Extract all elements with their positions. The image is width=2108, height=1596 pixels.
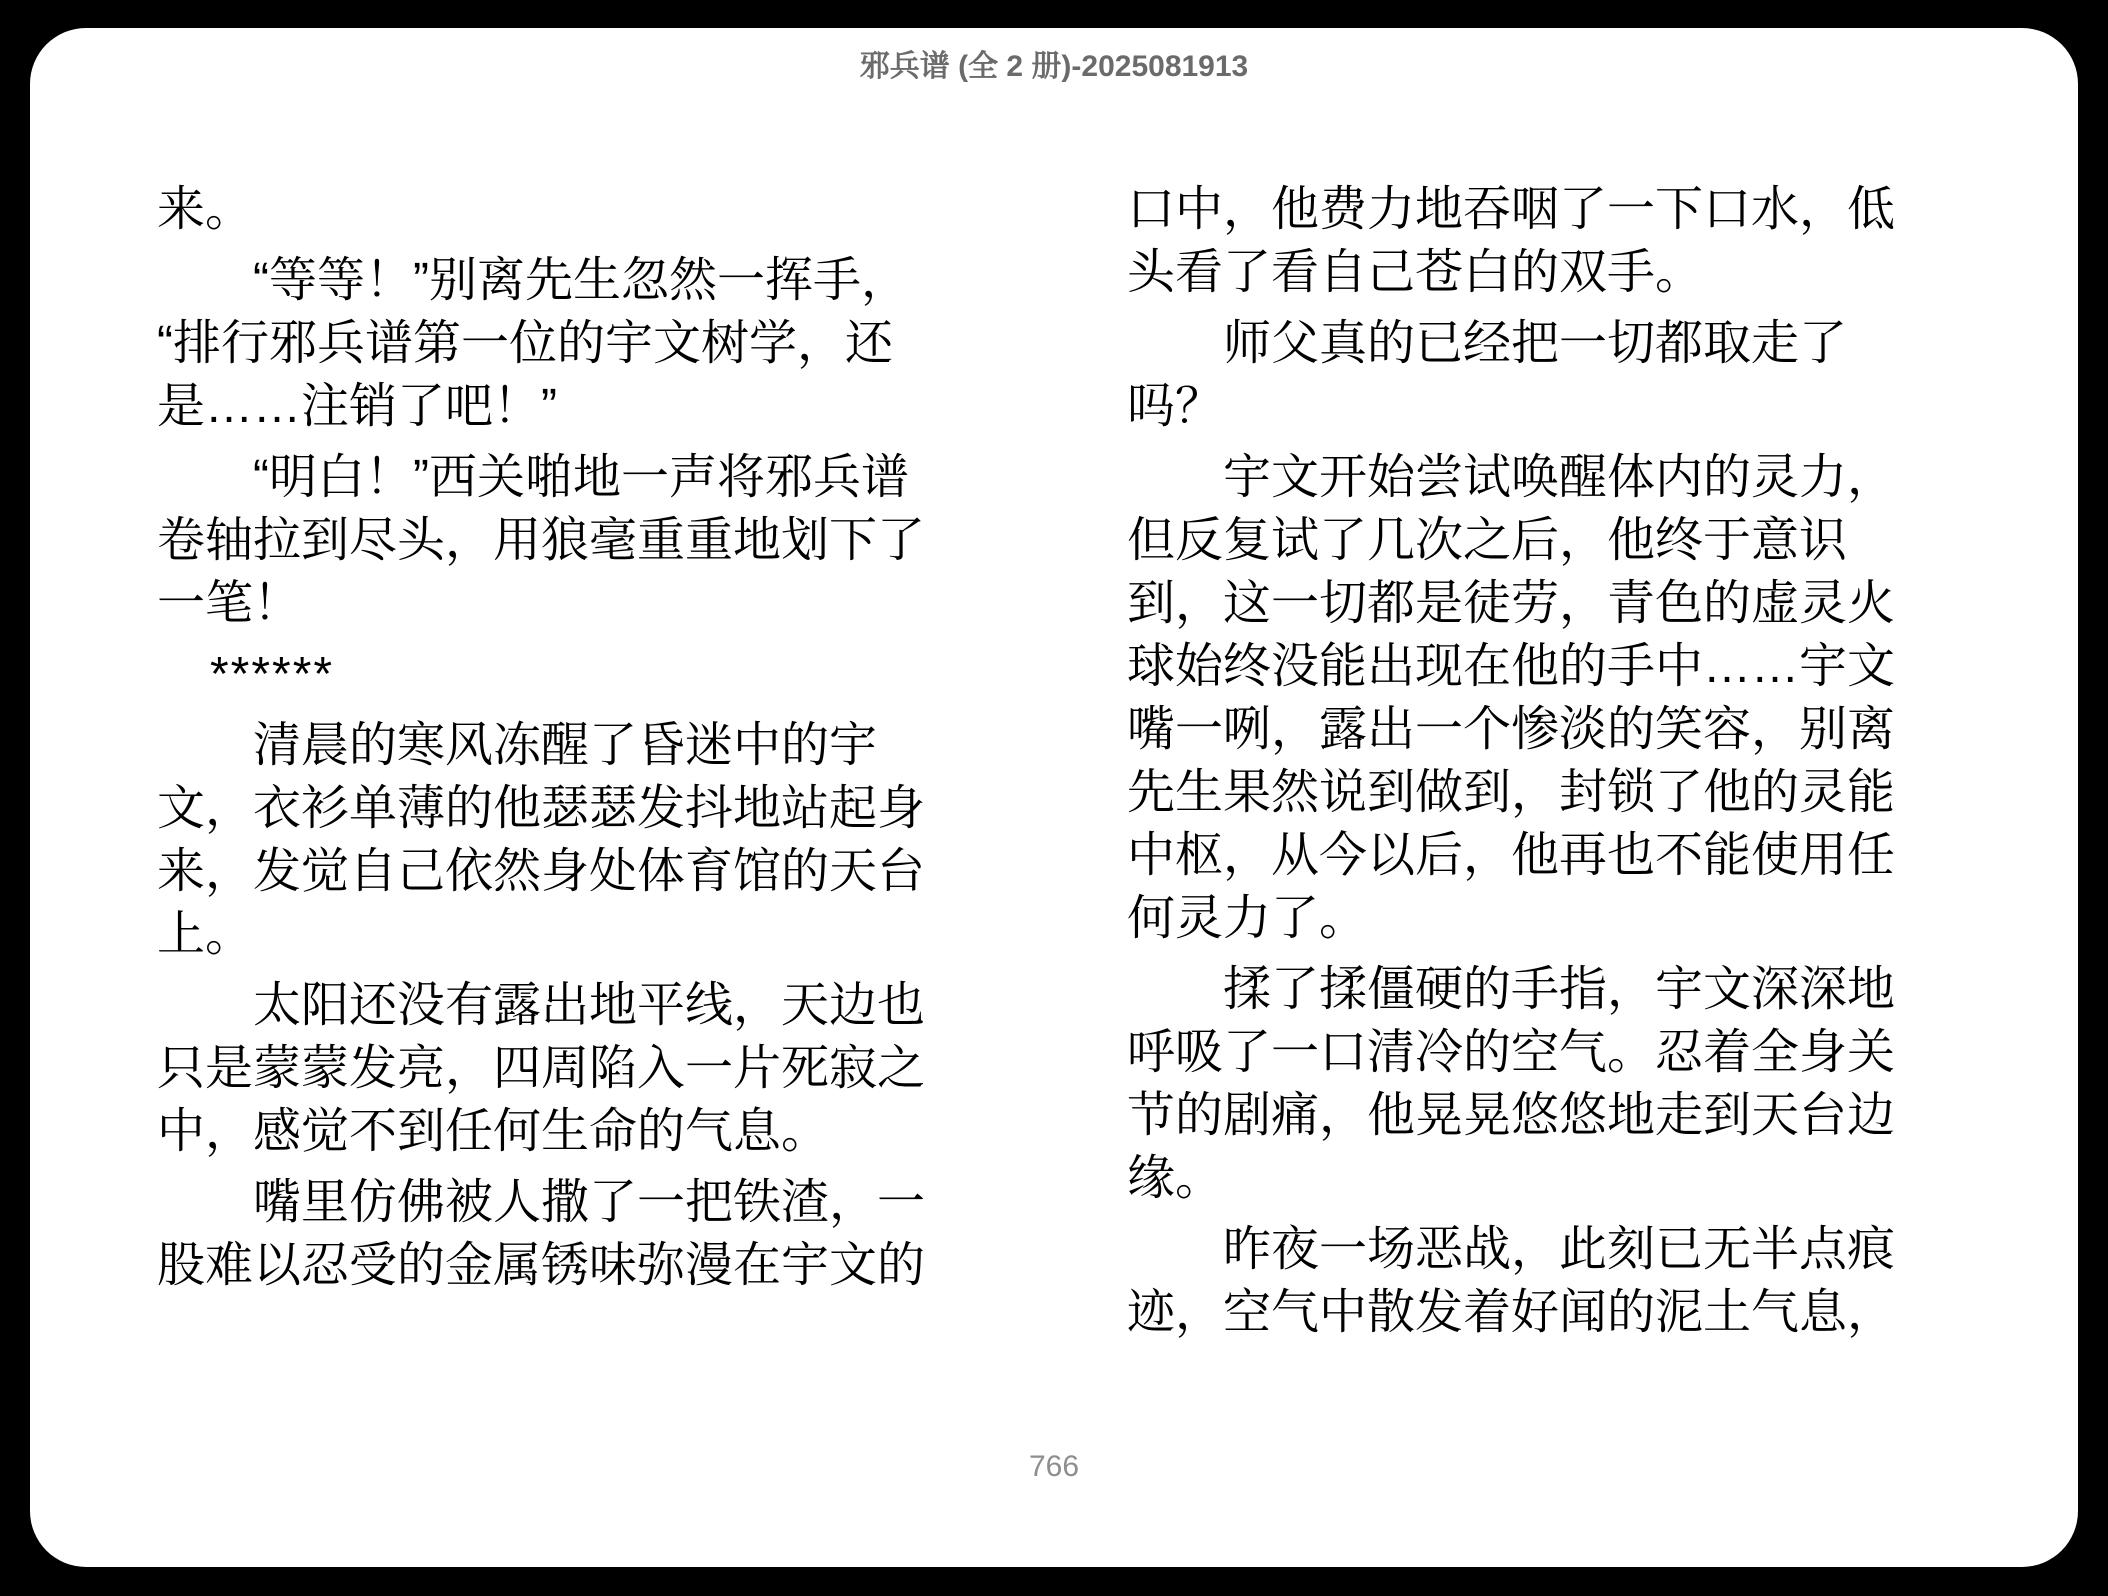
text-line: 何灵力了。 xyxy=(1127,892,1368,945)
text-line: 吗？ xyxy=(1127,380,1224,433)
text-line: 中，感觉不到任何生命的气息。 xyxy=(157,1105,830,1158)
text-line: 只是蒙蒙发亮，四周陷入一片死寂之 xyxy=(157,1042,926,1095)
text-line: “等等！”别离先生忽然一挥手， xyxy=(253,254,909,307)
text-line: 呼吸了一口清冷的空气。忍着全身关 xyxy=(1127,1026,1896,1079)
text-line: 太阳还没有露出地平线，天边也 xyxy=(253,979,926,1032)
text-line: 股难以忍受的金属锈味弥漫在宇文的 xyxy=(157,1239,926,1292)
text-line: 是……注销了吧！” xyxy=(157,380,557,433)
text-line: 一笔！ xyxy=(157,577,302,630)
text-line: 清晨的寒风冻醒了昏迷中的宇 xyxy=(253,719,878,772)
text-line: 嘴一咧，露出一个惨淡的笑容，别离 xyxy=(1127,703,1896,756)
text-line: 到，这一切都是徒劳，青色的虚灵火 xyxy=(1127,577,1896,630)
page-number: 766 xyxy=(1028,1450,1080,1483)
text-line: 中枢，从今以后，他再也不能使用任 xyxy=(1127,829,1896,882)
text-line: 宇文开始尝试唤醒体内的灵力， xyxy=(1223,451,1896,504)
text-line: 来，发觉自己依然身处体育馆的天台 xyxy=(157,845,926,898)
text-line: 师父真的已经把一切都取走了 xyxy=(1223,317,1848,370)
text-line: 但反复试了几次之后，他终于意识 xyxy=(1127,514,1848,567)
text-line: 节的剧痛，他晃晃悠悠地走到天台边 xyxy=(1127,1089,1896,1142)
text-line: 文，衣衫单薄的他瑟瑟发抖地站起身 xyxy=(157,782,926,835)
text-line: “明白！”西关啪地一声将邪兵谱 xyxy=(253,451,909,504)
text-line: 来。 xyxy=(157,183,254,236)
text-line: 先生果然说到做到，封锁了他的灵能 xyxy=(1127,766,1896,819)
section-separator: ****** xyxy=(210,648,335,701)
text-line: 上。 xyxy=(157,908,254,961)
text-line: 缘。 xyxy=(1127,1152,1224,1205)
text-line: 嘴里仿佛被人撒了一把铁渣，一 xyxy=(253,1176,926,1229)
text-line: “排行邪兵谱第一位的宇文树学，还 xyxy=(157,317,893,370)
text-line: 口中，他费力地吞咽了一下口水，低 xyxy=(1127,183,1896,236)
text-line: 迹，空气中散发着好闻的泥土气息， xyxy=(1127,1286,1896,1339)
text-line: 球始终没能出现在他的手中……宇文 xyxy=(1127,640,1896,693)
text-column-left xyxy=(157,178,1002,1297)
book-title: 邪兵谱 (全 2 册)-2025081913 xyxy=(859,50,1249,83)
text-line: 揉了揉僵硬的手指，宇文深深地 xyxy=(1223,963,1896,1016)
text-line: 卷轴拉到尽头，用狼毫重重地划下了 xyxy=(157,514,926,567)
text-line: 头看了看自己苍白的双手。 xyxy=(1127,246,1704,299)
text-line: 昨夜一场恶战，此刻已无半点痕 xyxy=(1223,1223,1896,1276)
text-column-right xyxy=(1127,178,1972,1344)
reader-page[interactable] xyxy=(30,28,2078,1567)
